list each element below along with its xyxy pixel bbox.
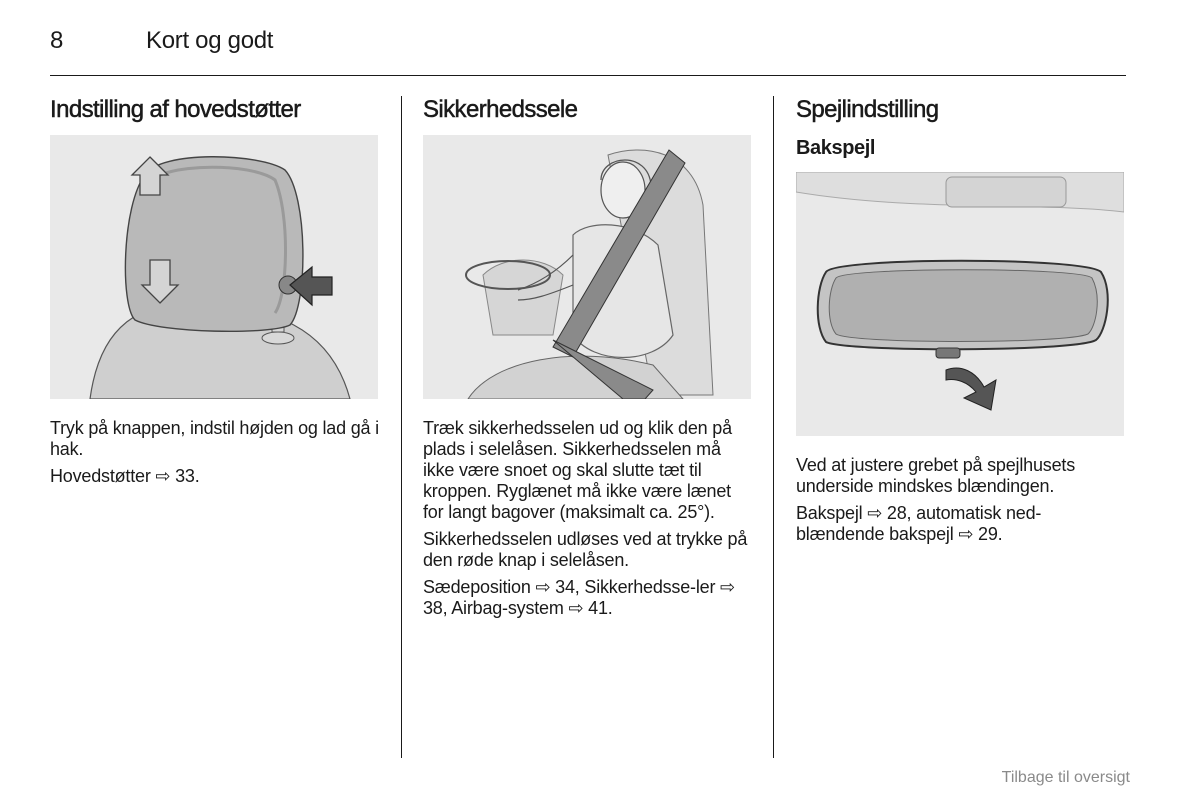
page-number: 8 (50, 27, 64, 54)
headrest-instruction: Tryk på knappen, indstil højden og lad gå i hak. (50, 418, 379, 459)
mirror-references: Bakspejl ⇨ 28, automatisk ned-blændende bakspejl ⇨ 29. (796, 503, 1042, 544)
seatbelt-release: Sikkerhedsselen udløses ved at trykke på den røde knap i selelåsen. (423, 529, 748, 570)
headrest-heading: Indstilling af hovedstøtter (50, 96, 301, 123)
back-to-overview-link[interactable]: Tilbage til oversigt (1001, 769, 1130, 786)
mirror-illustration (796, 172, 1124, 436)
page-header (50, 26, 1126, 76)
mirror-instruction: Ved at justere grebet på spejlhusets underside mindskes blændingen. (796, 455, 1075, 496)
headrest-section (50, 94, 380, 487)
headrest-reference: Hovedstøtter ⇨ 33. (50, 466, 200, 486)
column-divider-2 (773, 96, 774, 758)
section-title: Kort og godt (146, 27, 274, 54)
rearview-mirror-subheading: Bakspejl (796, 137, 876, 159)
seatbelt-section (423, 94, 753, 619)
column-divider-1 (401, 96, 402, 758)
seatbelt-heading: Sikkerhedssele (423, 96, 578, 123)
seatbelt-illustration (423, 135, 751, 399)
mirror-heading: Spejlindstilling (796, 96, 939, 123)
mirror-section (796, 94, 1126, 545)
headrest-illustration (50, 135, 378, 399)
seatbelt-instruction: Træk sikkerhedsselen ud og klik den på plads i selelåsen. Sikkerhedsselen må ikke være snoet og skal slutte tæt til kroppen. Ryglænet må ikke være lænet for langt bagover (maksimalt ca. 25°). (423, 418, 732, 522)
seatbelt-references: Sædeposition ⇨ 34, Sikkerhedsse-ler ⇨ 38, Airbag-system ⇨ 41. (423, 577, 735, 618)
